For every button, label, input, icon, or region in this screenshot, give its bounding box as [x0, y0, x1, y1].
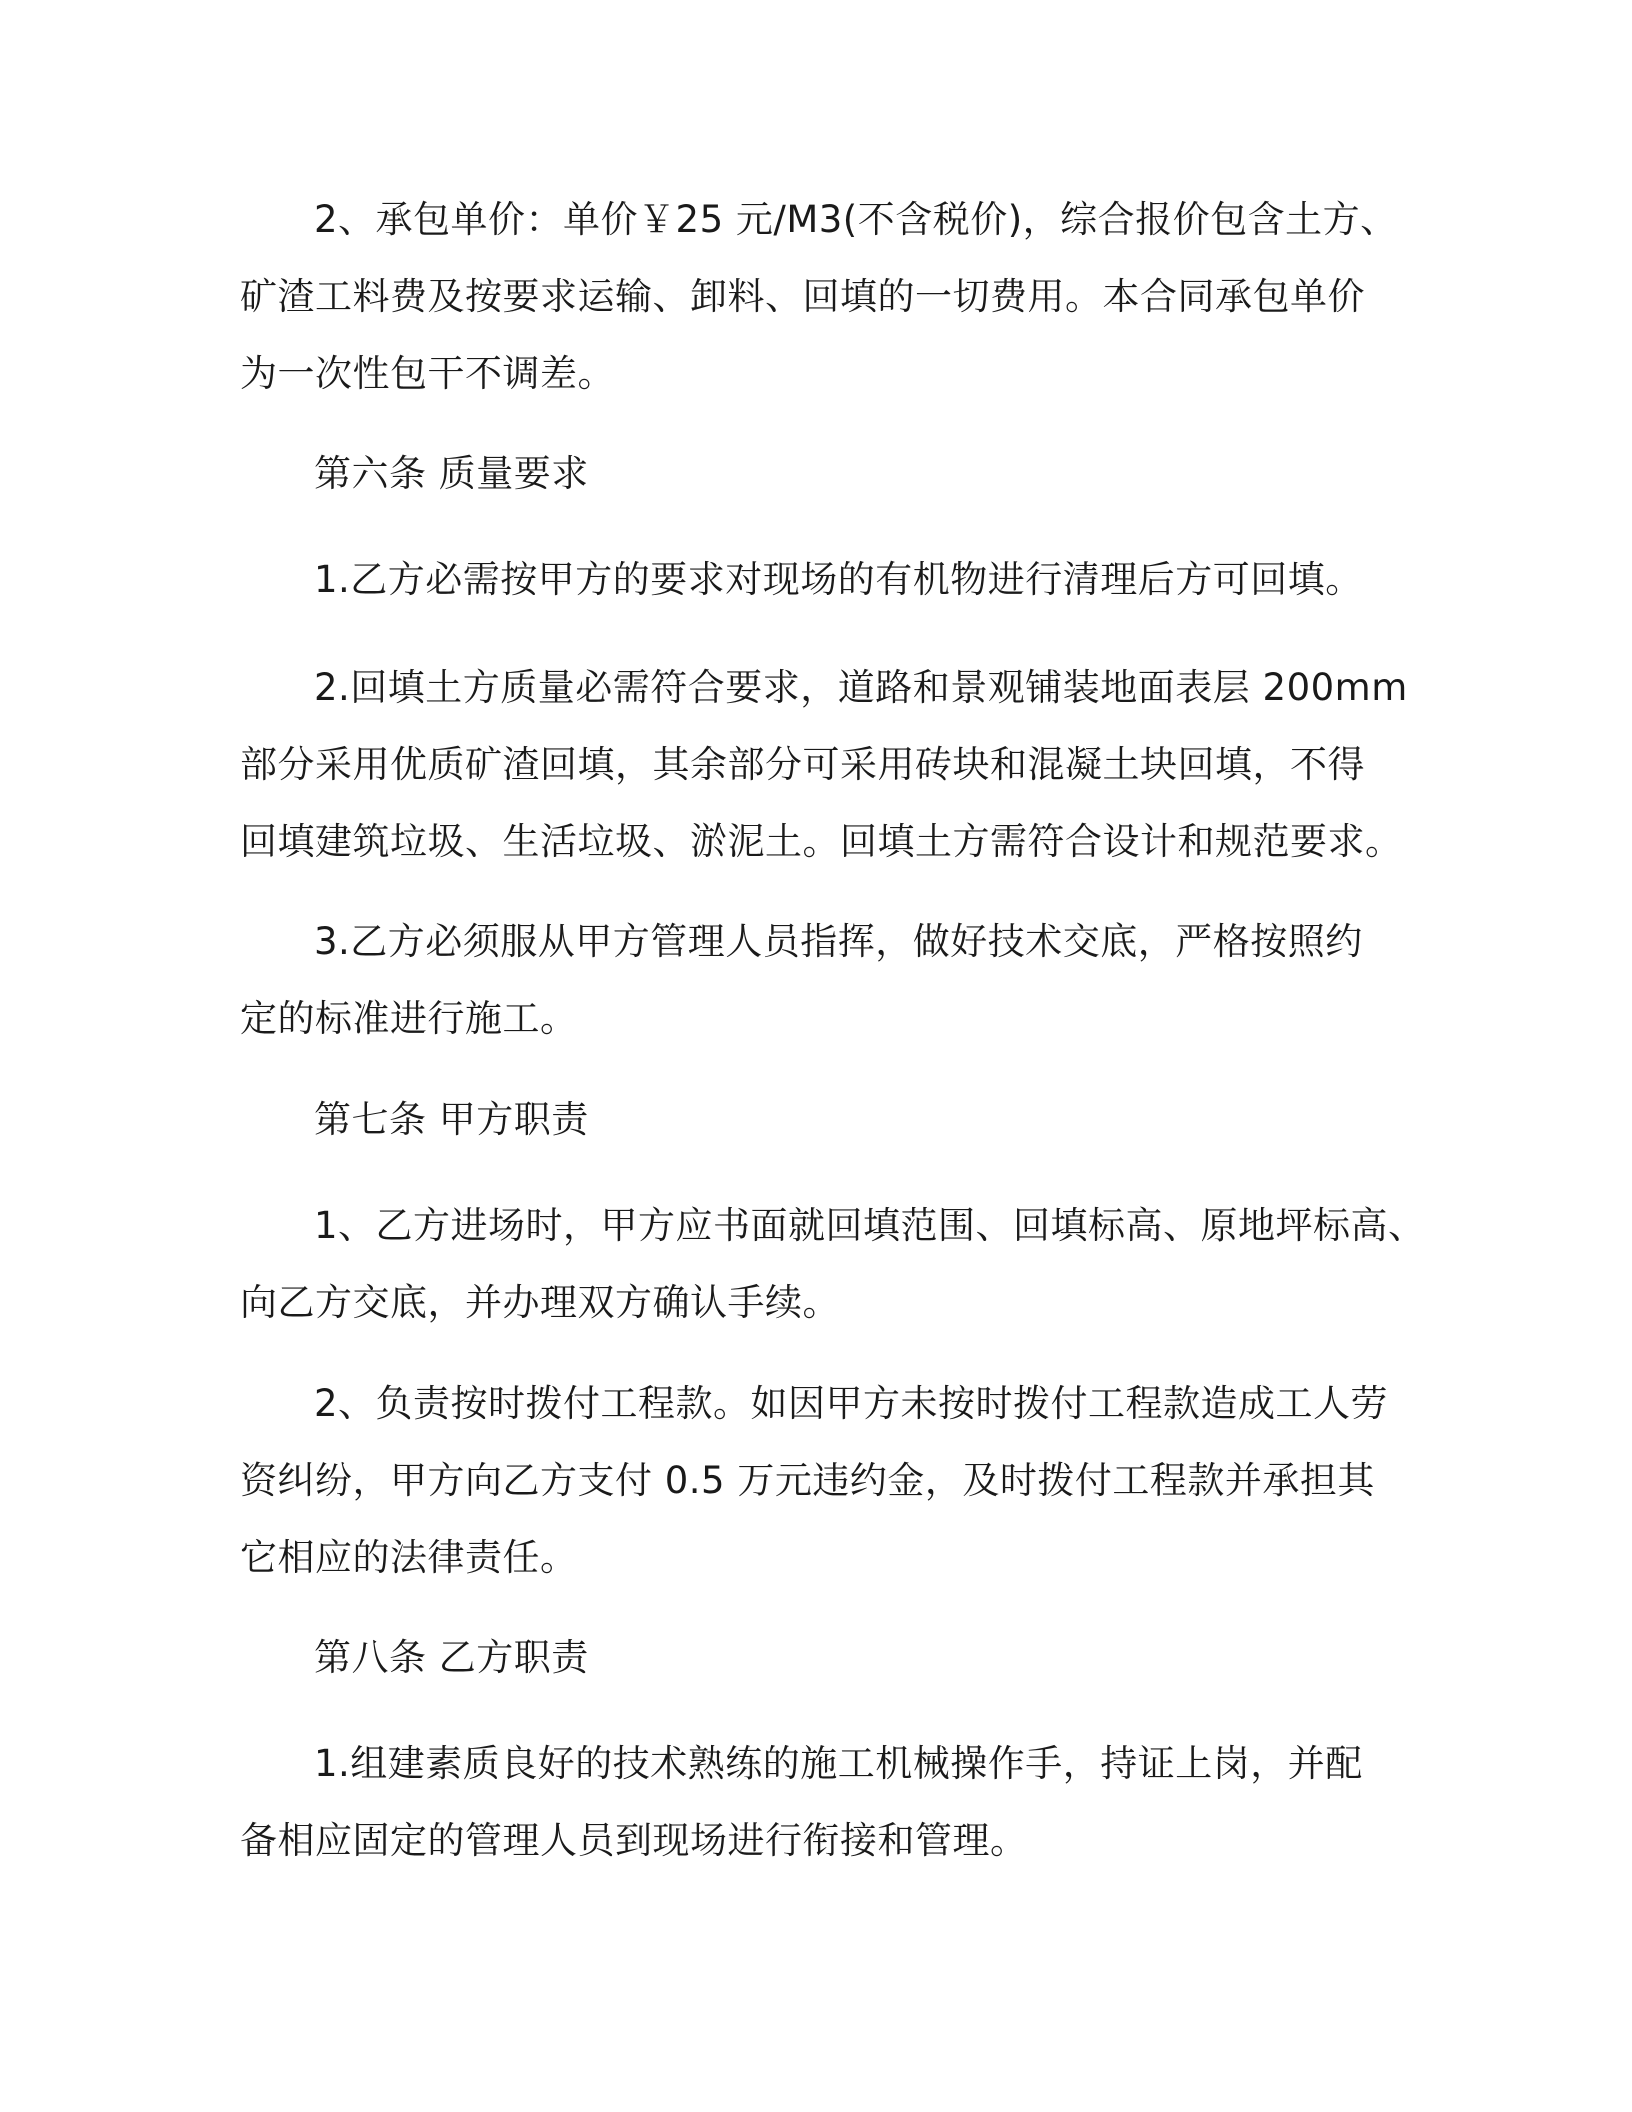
paragraph-line: 1、乙方进场时，甲方应书面就回填范围、回填标高、原地坪标高、 [314, 1204, 1426, 1247]
paragraph-line: 向乙方交底，并办理双方确认手续。 [240, 1281, 840, 1324]
paragraph-line: 2、负责按时拨付工程款。如因甲方未按时拨付工程款造成工人劳 [314, 1382, 1389, 1425]
paragraph-line: 1.组建素质良好的技术熟练的施工机械操作手，持证上岗，并配 [314, 1742, 1363, 1785]
section-heading: 第八条 乙方职责 [314, 1636, 589, 1679]
paragraph-line: 3.乙方必须服从甲方管理人员指挥，做好技术交底，严格按照约 [314, 920, 1363, 963]
paragraph-line: 定的标准进行施工。 [240, 997, 578, 1040]
section-heading: 第六条 质量要求 [314, 452, 589, 495]
paragraph-line: 部分采用优质矿渣回填，其余部分可采用砖块和混凝土块回填，不得 [240, 743, 1365, 786]
paragraph-line: 回填建筑垃圾、生活垃圾、淤泥土。回填土方需符合设计和规范要求。 [240, 820, 1403, 863]
paragraph-line: 2.回填土方质量必需符合要求，道路和景观铺装地面表层 200mm [314, 666, 1408, 709]
paragraph-line: 资纠纷，甲方向乙方支付 0.5 万元违约金，及时拨付工程款并承担其 [240, 1459, 1375, 1502]
paragraph-line: 2、承包单价：单价￥25 元/M3(不含税价)，综合报价包含土方、 [314, 198, 1398, 241]
paragraph-line: 矿渣工料费及按要求运输、卸料、回填的一切费用。本合同承包单价 [240, 275, 1365, 318]
paragraph-line: 为一次性包干不调差。 [240, 352, 615, 395]
section-heading: 第七条 甲方职责 [314, 1098, 589, 1141]
paragraph-line: 1.乙方必需按甲方的要求对现场的有机物进行清理后方可回填。 [314, 558, 1363, 601]
paragraph-line: 备相应固定的管理人员到现场进行衔接和管理。 [240, 1819, 1028, 1862]
paragraph-line: 它相应的法律责任。 [240, 1536, 578, 1579]
